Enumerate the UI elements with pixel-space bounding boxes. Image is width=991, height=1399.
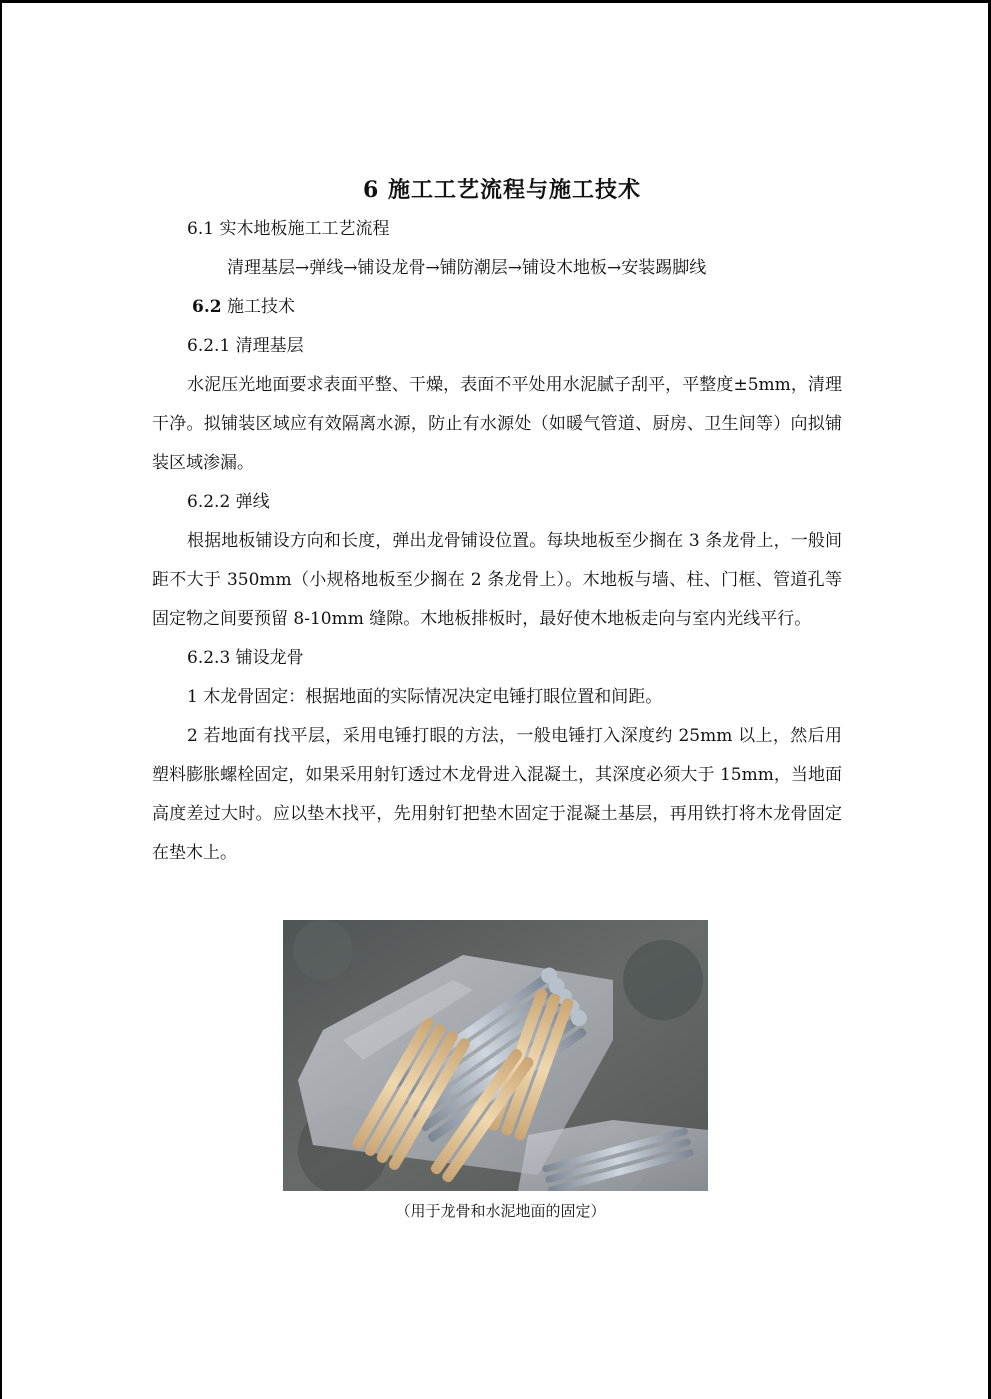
heading-6-2-1: 6.2.1 清理基层 xyxy=(187,336,304,356)
anchor-photo xyxy=(283,920,708,1191)
heading-6-2-2: 6.2.2 弹线 xyxy=(187,492,270,512)
heading-6-2 xyxy=(152,288,842,327)
page-left-border xyxy=(0,0,2,1399)
paragraph-item-1: 1 木龙骨固定：根据地面的实际情况决定电锤打眼位置和间距。 xyxy=(187,687,663,707)
section-title: 6 施工工艺流程与施工技术 xyxy=(363,177,641,203)
process-flow: 清理基层→弹线→铺设龙骨→铺防潮层→铺设木地板→安装踢脚线 xyxy=(227,258,707,278)
page-top-border xyxy=(0,0,991,3)
paragraph-clean-base: 水泥压光地面要求表面平整、干燥，表面不平处用水泥腻子刮平，平整度±5mm，清理干净。拟铺装区域应有效隔离水源，防止有水源处（如暖气管道、厨房、卫生间等）向拟铺装区域渗漏。 xyxy=(152,375,842,473)
paragraph-item-2: 2 若地面有找平层，采用电锤打眼的方法，一般电锤打入深度约 25mm 以上，然后用塑料膨胀螺栓固定，如果采用射钉透过木龙骨进入混凝土，其深度必须大于 15mm，当地面高度差过大时。应以垫木找平，先用射钉把垫木固定于混凝土基层，再用铁打将木龙骨固定在垫木上。 xyxy=(152,726,842,863)
anchor-photo-illustration xyxy=(283,920,708,1191)
heading-6-1: 6.1 实木地板施工工艺流程 xyxy=(187,219,390,239)
heading-6-2-number: 6.2 xyxy=(192,297,222,317)
figure-caption: （用于龙骨和水泥地面的固定） xyxy=(395,1202,606,1220)
heading-6-2-3: 6.2.3 铺设龙骨 xyxy=(187,648,304,668)
heading-6-2-label: 施工技术 xyxy=(221,297,295,317)
document-body xyxy=(152,170,842,873)
paragraph-chalk-line: 根据地板铺设方向和长度，弹出龙骨铺设位置。每块地板至少搁在 3 条龙骨上，一般间距不大于 350mm（小规格地板至少搁在 2 条龙骨上）。木地板与墙、柱、门框、管道孔等固定物之间要预留 8-10mm 缝隙。木地板排板时，最好使木地板走向与室内光线平行。 xyxy=(152,531,842,629)
